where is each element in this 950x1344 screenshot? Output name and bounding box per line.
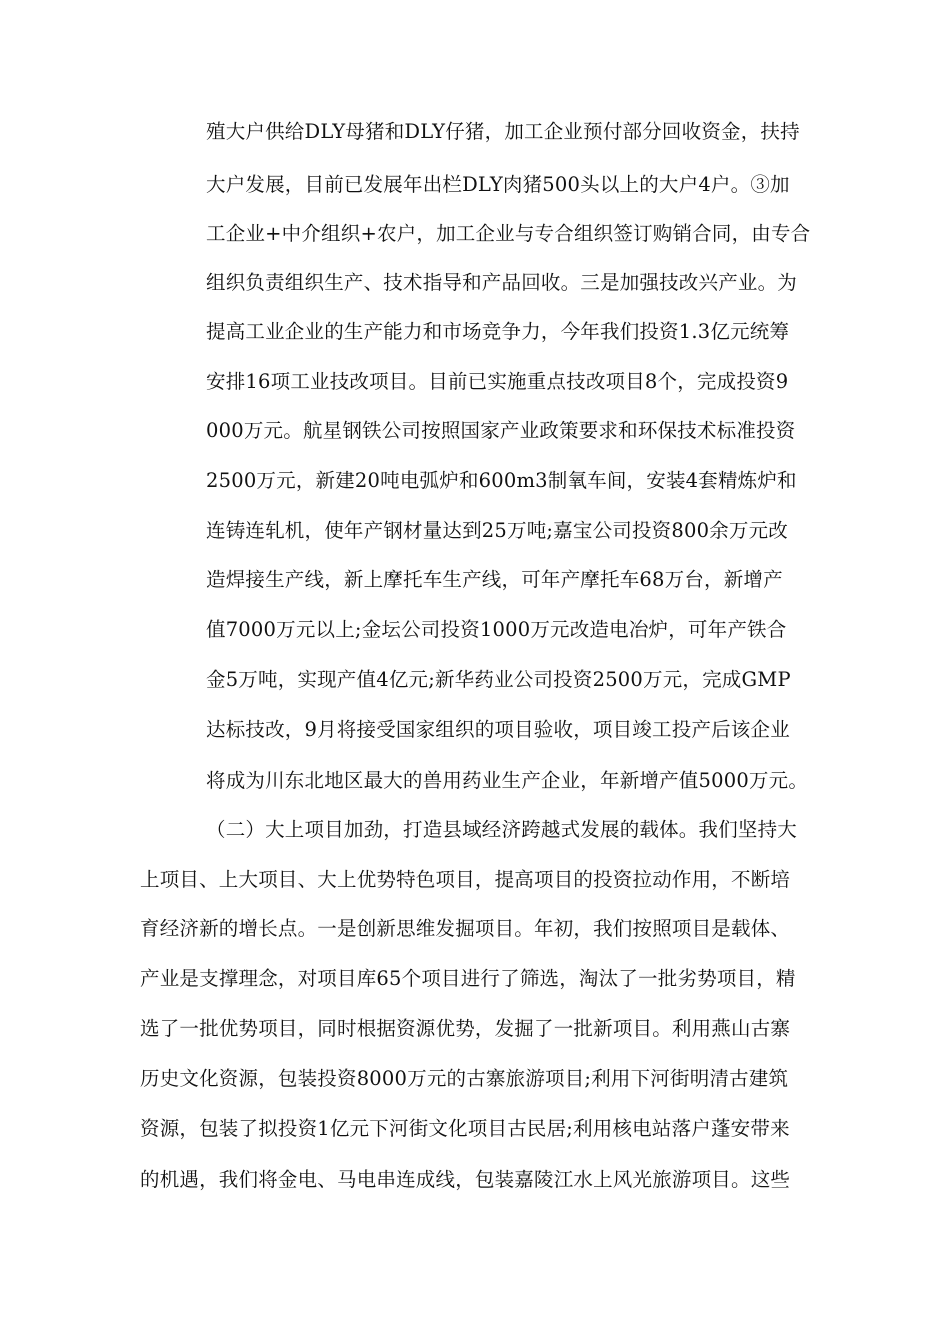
text-line: 达标技改，9月将接受国家组织的项目验收，项目竣工投产后该企业 — [206, 718, 790, 741]
text-line: 000万元。航星钢铁公司按照国家产业政策要求和环保技术标准投资 — [206, 419, 796, 442]
text-line: 殖大户供给DLY母猪和DLY仔猪，加工企业预付部分回收资金，扶持 — [206, 120, 800, 143]
text-line: 组织负责组织生产、技术指导和产品回收。三是加强技改兴产业。为 — [206, 271, 798, 294]
text-line: 金5万吨，实现产值4亿元;新华药业公司投资2500万元，完成GMP — [206, 668, 791, 691]
text-line: 的机遇，我们将金电、马电串连成线，包装嘉陵江水上风光旅游项目。这些 — [140, 1168, 791, 1191]
text-line: 安排16项工业技改项目。目前已实施重点技改项目8个，完成投资9 — [206, 370, 789, 393]
text-line: 提高工业企业的生产能力和市场竞争力，今年我们投资1.3亿元统筹 — [206, 320, 790, 343]
text-line: 产业是支撑理念，对项目库65个项目进行了筛选，淘汰了一批劣势项目，精 — [140, 967, 796, 990]
text-line: 连铸连轧机，使年产钢材量达到25万吨;嘉宝公司投资800余万元改 — [206, 519, 789, 542]
text-line: 育经济新的增长点。一是创新思维发掘项目。年初，我们按照项目是载体、 — [140, 917, 791, 940]
text-line: 2500万元，新建20吨电弧炉和600m3制氧车间，安装4套精炼炉和 — [206, 469, 797, 492]
text-line: 资源，包装了拟投资1亿元下河街文化项目古民居;利用核电站落户蓬安带来 — [140, 1117, 790, 1140]
text-line: 将成为川东北地区最大的兽用药业生产企业，年新增产值5000万元。 — [206, 769, 809, 792]
text-line: 历史文化资源，包装投资8000万元的古寨旅游项目;利用下河街明清古建筑 — [140, 1067, 789, 1090]
text-line: 工企业+中介组织+农户，加工企业与专合组织签订购销合同，由专合 — [206, 222, 811, 245]
text-line: 大户发展，目前已发展年出栏DLY肉猪500头以上的大户4户。③加 — [206, 173, 790, 196]
paragraph-heading-line: （二）大上项目加劲，打造县域经济跨越式发展的载体。我们坚持大 — [206, 818, 798, 841]
text-line: 造焊接生产线，新上摩托车生产线，可年产摩托车68万台，新增产 — [206, 568, 783, 591]
text-line: 上项目、上大项目、大上优势特色项目，提高项目的投资拉动作用，不断培 — [140, 868, 791, 891]
text-line: 选了一批优势项目，同时根据资源优势，发掘了一批新项目。利用燕山古寨 — [140, 1017, 791, 1040]
text-line: 值7000万元以上;金坛公司投资1000万元改造电冶炉，可年产铁合 — [206, 618, 787, 641]
